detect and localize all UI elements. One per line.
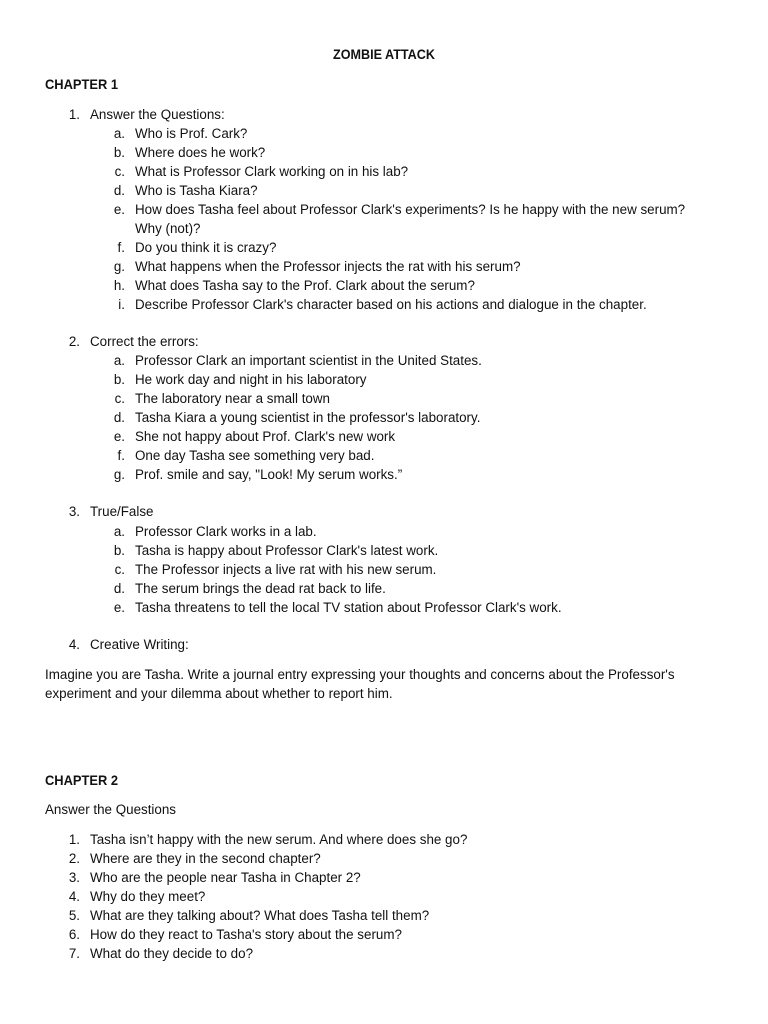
chapter-2-question-number: 6. (68, 927, 80, 942)
chapter-2-question-text: What are they talking about? What does Tasha tell them? (90, 908, 430, 923)
q1-item-letter: g. (113, 259, 125, 274)
q2-item-letter: d. (113, 410, 125, 425)
chapter-2-question-number: 4. (68, 889, 80, 904)
q1-item-text: What does Tasha say to the Prof. Clark about the serum? (135, 278, 475, 293)
q2-item-text: One day Tasha see something very bad. (135, 448, 375, 463)
q3-item-letter: b. (113, 543, 125, 558)
q3-item-text: The serum brings the dead rat back to life. (135, 581, 386, 596)
chapter-2-heading: CHAPTER 2 (45, 772, 119, 788)
q1-item-letter: h. (113, 278, 125, 293)
q3-item-letter: e. (113, 600, 125, 615)
question-3-label: True/False (90, 504, 154, 519)
q1-item-letter: b. (113, 145, 125, 160)
chapter-2-question-text: What do they decide to do? (90, 946, 254, 961)
question-2-label: Correct the errors: (90, 334, 199, 349)
q2-item-letter: a. (113, 353, 125, 368)
q2-item-text: Prof. smile and say, "Look! My serum works.” (135, 467, 403, 482)
q1-item-text: Do you think it is crazy? (135, 240, 277, 255)
q1-item-text: Who is Prof. Cark? (135, 126, 248, 141)
q1-item-letter: c. (114, 164, 125, 179)
q1-item-text: What happens when the Professor injects the rat with his serum? (135, 259, 521, 274)
question-3-number: 3. (68, 504, 80, 519)
chapter-1-heading: CHAPTER 1 (45, 76, 119, 92)
q3-item-letter: d. (113, 581, 125, 596)
q2-item-text: Tasha Kiara a young scientist in the professor's laboratory. (135, 410, 481, 425)
q3-item-text: Professor Clark works in a lab. (135, 524, 317, 539)
q1-item-letter: f. (117, 240, 125, 255)
q3-item-text: Tasha threatens to tell the local TV station about Professor Clark's work. (135, 600, 562, 615)
question-1-label: Answer the Questions: (90, 107, 225, 122)
chapter-2-question-number: 2. (68, 851, 80, 866)
q1-item-text: How does Tasha feel about Professor Clark's experiments? Is he happy with the new serum? (135, 202, 686, 217)
chapter-2-intro: Answer the Questions (45, 802, 176, 817)
q2-item-text: He work day and night in his laboratory (135, 372, 367, 387)
chapter-2-question-text: Why do they meet? (90, 889, 206, 904)
q2-item-letter: c. (114, 391, 125, 406)
chapter-2-question-text: Tasha isn’t happy with the new serum. And where does she go? (90, 832, 468, 847)
creative-writing-prompt: Imagine you are Tasha. Write a journal entry expressing your thoughts and concerns about the Professor's experiment and your dilemma about whether to report him. (45, 667, 675, 701)
q1-item-text: Who is Tasha Kiara? (135, 183, 258, 198)
chapter-2-question-text: How do they react to Tasha's story about the serum? (90, 927, 402, 942)
q2-item-letter: e. (113, 429, 125, 444)
q3-item-letter: a. (113, 524, 125, 539)
q3-item-text: The Professor injects a live rat with his new serum. (135, 562, 437, 577)
chapter-2-question-number: 5. (68, 908, 80, 923)
chapter-2-question-text: Who are the people near Tasha in Chapter 2? (90, 870, 361, 885)
q2-item-letter: f. (117, 448, 125, 463)
question-2-number: 2. (68, 334, 80, 349)
q2-item-text: She not happy about Prof. Clark's new work (135, 429, 396, 444)
q1-item-text: Describe Professor Clark's character based on his actions and dialogue in the chapter. (135, 297, 647, 312)
q1-item-letter: i. (118, 297, 125, 312)
chapter-2-question-number: 7. (68, 946, 80, 961)
q1-item-letter: a. (113, 126, 125, 141)
chapter-2-question-number: 1. (68, 832, 80, 847)
q1-item-text: What is Professor Clark working on in his lab? (135, 164, 409, 179)
q2-item-text: The laboratory near a small town (135, 391, 331, 406)
q3-item-letter: c. (114, 562, 125, 577)
question-4-label: Creative Writing: (90, 637, 189, 652)
question-4-number: 4. (68, 637, 80, 652)
q2-item-letter: g. (113, 467, 125, 482)
q3-item-text: Tasha is happy about Professor Clark's latest work. (135, 543, 439, 558)
q2-item-text: Professor Clark an important scientist in the United States. (135, 353, 482, 368)
question-1-number: 1. (68, 107, 80, 122)
chapter-2-question-number: 3. (68, 870, 80, 885)
q1-item-text: Where does he work? (135, 145, 266, 160)
q2-item-letter: b. (113, 372, 125, 387)
document-title: ZOMBIE ATTACK (333, 46, 435, 62)
q1-item-letter: e. (113, 202, 125, 217)
chapter-2-question-text: Where are they in the second chapter? (90, 851, 321, 866)
q1-item-letter: d. (113, 183, 125, 198)
q1-item-text: Why (not)? (135, 221, 201, 236)
